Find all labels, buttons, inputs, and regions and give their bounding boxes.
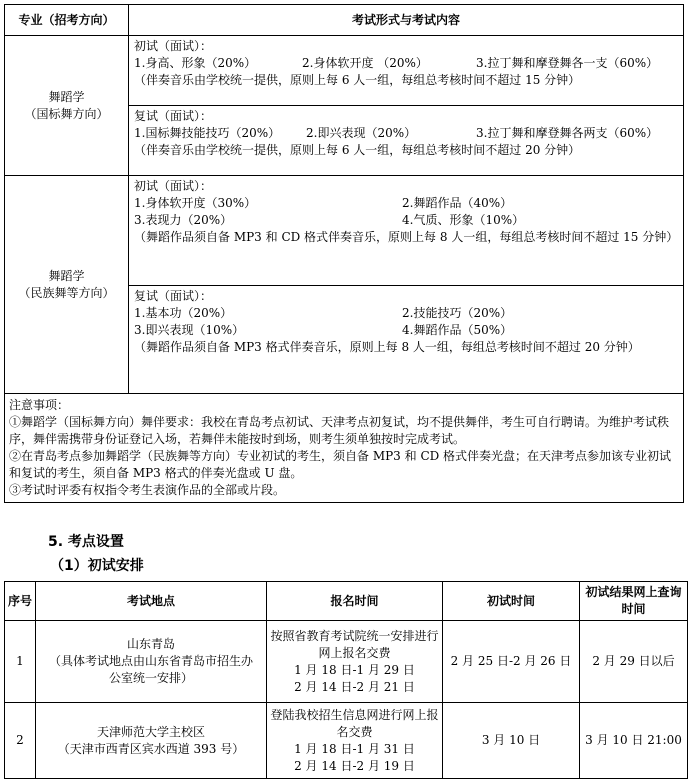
sub-heading: （1）初试安排 (50, 558, 144, 574)
header-no: 序号 (5, 582, 36, 621)
notes-cell (5, 394, 684, 503)
content-block (129, 106, 684, 176)
place-detail: （具体考试地点由山东省青岛市招生办公室统一安排） (48, 654, 253, 685)
reg-period: 1 月 18 日-1 月 31 日 (294, 741, 415, 756)
reg-method: 按照省教育考试院统一安排进行网上报名交费 (270, 628, 439, 660)
major-cell (5, 176, 129, 394)
header-reg: 报名时间 (267, 582, 443, 621)
row-exam: 3 月 10 日 (443, 703, 580, 779)
preliminary-schedule-table (4, 581, 688, 779)
row-place (36, 703, 267, 779)
block-title: 复试（面试）： (134, 289, 213, 303)
row-no: 2 (5, 703, 36, 779)
header-result: 初试结果网上查询时间 (580, 582, 688, 621)
block-item: 1.国标舞技能技巧（20%） (134, 126, 281, 140)
block-item: 1.身体软开度（30%） (134, 196, 257, 210)
row-reg (267, 621, 443, 703)
content-block (129, 36, 684, 106)
notes-title: 注意事项： (9, 398, 70, 412)
place-main: 天津师范大学主校区 (96, 724, 205, 739)
reg-period: 2 月 14 日-2 月 19 日 (294, 758, 415, 773)
block-title: 初试（面试）： (134, 179, 213, 193)
exam-content-table (4, 4, 684, 503)
block-item: 4.舞蹈作品（50%） (402, 323, 513, 337)
block-items (134, 305, 678, 322)
block-item: 1.身高、形象（20%） (134, 56, 257, 70)
reg-period: 1 月 18 日-1 月 29 日 (294, 662, 415, 677)
row-exam: 2 月 25 日-2 月 26 日 (443, 621, 580, 703)
block-item: 4.气质、形象（10%） (402, 213, 525, 227)
content-block (129, 176, 684, 286)
header-major: 专业（招考方向） (5, 5, 129, 36)
major-name: 舞蹈学 (48, 268, 85, 283)
block-items (134, 125, 678, 142)
major-direction: （民族舞等方向） (18, 285, 115, 300)
row-reg (267, 703, 443, 779)
block-items (134, 322, 678, 339)
note-item: ②在青岛考点参加舞蹈学（民族舞等方向）专业初试的考生，须自备 MP3 和 CD 格式伴奏光盘；在天津考点参加该专业初试和复试的考生，须自备 MP3 格式的伴奏光盘或 U 盘。 (9, 449, 672, 480)
reg-period: 2 月 14 日-2 月 21 日 (294, 679, 415, 694)
block-note: （舞蹈作品须自备 MP3 格式伴奏音乐，原则上每 8 人一组，每组总考核时间不超过 20 分钟） (134, 340, 640, 354)
row-result: 2 月 29 日以后 (580, 621, 688, 703)
block-note: （舞蹈作品须自备 MP3 和 CD 格式伴奏音乐，原则上每 8 人一组，每组总考核时间不超过 15 分钟） (134, 230, 679, 244)
header-exam: 初试时间 (443, 582, 580, 621)
block-title: 初试（面试）： (134, 39, 213, 53)
row-result: 3 月 10 日 21:00 (580, 703, 688, 779)
reg-method: 登陆我校招生信息网进行网上报名交费 (270, 707, 439, 739)
block-note: （伴奏音乐由学校统一提供，原则上每 6 人一组，每组总考核时间不超过 15 分钟） (134, 73, 581, 87)
block-item: 1.基本功（20%） (134, 306, 233, 320)
place-detail: （天津市西青区宾水西道 393 号） (57, 741, 245, 756)
block-item: 3.拉丁舞和摩登舞各两支（60%） (476, 126, 659, 140)
block-items (134, 212, 678, 229)
block-title: 复试（面试）： (134, 109, 213, 123)
header-content: 考试形式与考试内容 (129, 5, 684, 36)
major-direction: （国标舞方向） (24, 106, 109, 121)
section-heading: 5. 考点设置 (48, 534, 124, 550)
note-item: ③考试时评委有权指令考生表演作品的全部或片段。 (9, 483, 286, 497)
block-note: （伴奏音乐由学校统一提供，原则上每 6 人一组，每组总考核时间不超过 20 分钟） (134, 143, 581, 157)
block-item: 3.即兴表现（10%） (134, 323, 245, 337)
block-item: 2.技能技巧（20%） (402, 306, 513, 320)
block-item: 2.身体软开度 （20%） (302, 56, 428, 70)
note-item: ①舞蹈学（国标舞方向）舞伴要求：我校在青岛考点初试、天津考点初复试，均不提供舞伴，考生可自行聘请。为维护考试秩序，舞伴需携带身份证登记入场，若舞伴未能按时到场，则考生须单独按时完成考试。 (9, 415, 670, 446)
block-items (134, 195, 678, 212)
content-block (129, 286, 684, 394)
row-place (36, 621, 267, 703)
block-item: 2.即兴表现（20%） (306, 126, 417, 140)
block-item: 2.舞蹈作品（40%） (402, 196, 513, 210)
major-name: 舞蹈学 (48, 89, 85, 104)
block-item: 3.表现力（20%） (134, 213, 233, 227)
major-cell (5, 36, 129, 176)
place-main: 山东青岛 (126, 637, 175, 651)
header-place: 考试地点 (36, 582, 267, 621)
row-no: 1 (5, 621, 36, 703)
block-item: 3.拉丁舞和摩登舞各一支（60%） (476, 56, 659, 70)
block-items (134, 55, 678, 72)
